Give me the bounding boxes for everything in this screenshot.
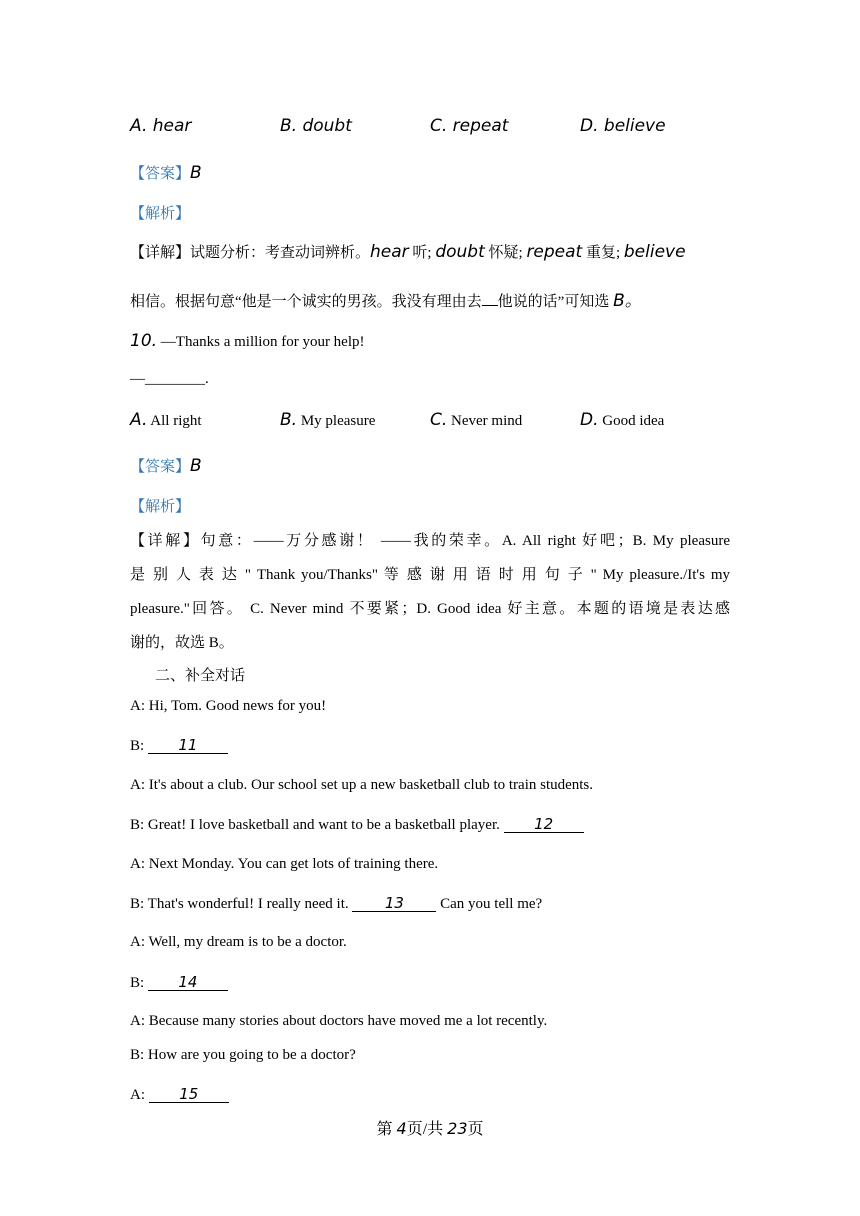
answer-value: B (190, 163, 202, 183)
dialogue-line-7: A: Well, my dream is to be a doctor. (130, 934, 347, 950)
option-letter: B. (280, 410, 298, 430)
dialogue-line-5: A: Next Monday. You can get lots of training there. (130, 856, 439, 872)
section-title: 二、补全对话 (155, 666, 246, 684)
option-b: B. doubt (280, 116, 352, 136)
q9-answer-line (130, 162, 202, 183)
detail-text: 怀疑; (484, 245, 527, 261)
speaker: A: (130, 1087, 149, 1103)
blank-13: 13 (352, 895, 436, 912)
option-d: D. believe (580, 116, 666, 136)
dialogue-line-1: A: Hi, Tom. Good news for you! (130, 698, 327, 714)
q10-option-d (580, 410, 664, 430)
option-letter: A. (130, 410, 148, 430)
q10-option-c (430, 410, 522, 430)
detail-text: 他说的话”可知选 (497, 294, 614, 310)
option-text: All right (150, 413, 202, 429)
speaker: B: (130, 738, 148, 754)
word-hear: hear (370, 242, 409, 262)
q10-option-a (130, 410, 202, 430)
option-letter: D. (580, 410, 599, 430)
dialogue-text: B: Great! I love basketball and want to be a basketball player. (130, 817, 504, 833)
q9-detail-line-1 (130, 241, 686, 262)
blank-14: 14 (148, 974, 228, 991)
footer-text: 第 (376, 1121, 397, 1138)
page-footer (0, 1116, 860, 1139)
option-text: Good idea (602, 413, 665, 429)
dialogue-line-6 (130, 895, 542, 913)
q10-reply: —________. (130, 371, 209, 387)
word-believe: believe (623, 242, 686, 262)
q10-detail-line-3: pleasure."回答。 C. Never mind 不要紧；D. Good idea 好主意。本题的语境是表达感 (130, 601, 730, 617)
dialogue-text: Can you tell me? (436, 896, 543, 912)
q10-analysis-tag: 【解析】 (130, 499, 191, 515)
q9-detail-line-2 (130, 286, 642, 311)
option-c: C. repeat (430, 116, 509, 136)
answer-tag: 【答案】 (130, 166, 191, 182)
blank-12: 12 (504, 816, 584, 833)
speaker: B: (130, 975, 148, 991)
detail-text: 【详解】试题分析：考查动词辨析。 (130, 245, 371, 261)
dialogue-line-9: A: Because many stories about doctors have moved me a lot recently. (130, 1013, 548, 1029)
dialogue-line-2 (130, 737, 228, 755)
q9-analysis-tag: 【解析】 (130, 206, 191, 222)
answer-value: B (190, 456, 202, 476)
dialogue-line-10: B: How are you going to be a doctor? (130, 1047, 356, 1063)
option-letter: C. (430, 410, 448, 430)
blank-11: 11 (148, 737, 228, 754)
dialogue-line-4 (130, 816, 584, 834)
q10-answer-line (130, 455, 202, 476)
dialogue-line-8 (130, 974, 228, 992)
page-number: 4 (396, 1119, 407, 1138)
option-text: My pleasure (300, 413, 376, 429)
q10-detail-line-2: 是 别 人 表 达 " Thank you/Thanks" 等 感 谢 用 语 时 用 句 子 " My pleasure./It's my (130, 567, 730, 583)
question-text: —Thanks a million for your help! (157, 334, 365, 350)
q10-detail-line-1: 【详解】句意：——万分感谢！ ——我的荣幸。A. All right 好吧；B. My pleasure (130, 533, 730, 549)
dialogue-text: B: That's wonderful! I really need it. (130, 896, 353, 912)
answer-tag: 【答案】 (130, 459, 191, 475)
q10-detail-line-4: 谢的，故选 B。 (130, 635, 234, 651)
word-repeat: repeat (526, 242, 583, 262)
question-number: 10. (130, 331, 158, 351)
page-total: 23 (447, 1119, 468, 1138)
footer-text: 页 (467, 1121, 484, 1138)
inline-blank (482, 293, 498, 306)
q10-question (130, 331, 365, 351)
detail-text: 重复; (582, 245, 624, 261)
q10-option-b (280, 410, 375, 430)
dialogue-line-11 (130, 1086, 229, 1104)
option-a: A. hear (130, 116, 192, 136)
footer-text: 页/共 (406, 1121, 448, 1138)
dialogue-line-3: A: It's about a club. Our school set up a new basketball club to train students. (130, 777, 594, 793)
word-doubt: doubt (435, 242, 485, 262)
option-text: Never mind (451, 413, 523, 429)
detail-text: 听; (408, 245, 436, 261)
detail-answer: B。 (613, 291, 642, 311)
detail-text: 相信。根据句意“他是一个诚实的男孩。我没有理由去 (130, 294, 482, 310)
blank-15: 15 (149, 1086, 229, 1103)
